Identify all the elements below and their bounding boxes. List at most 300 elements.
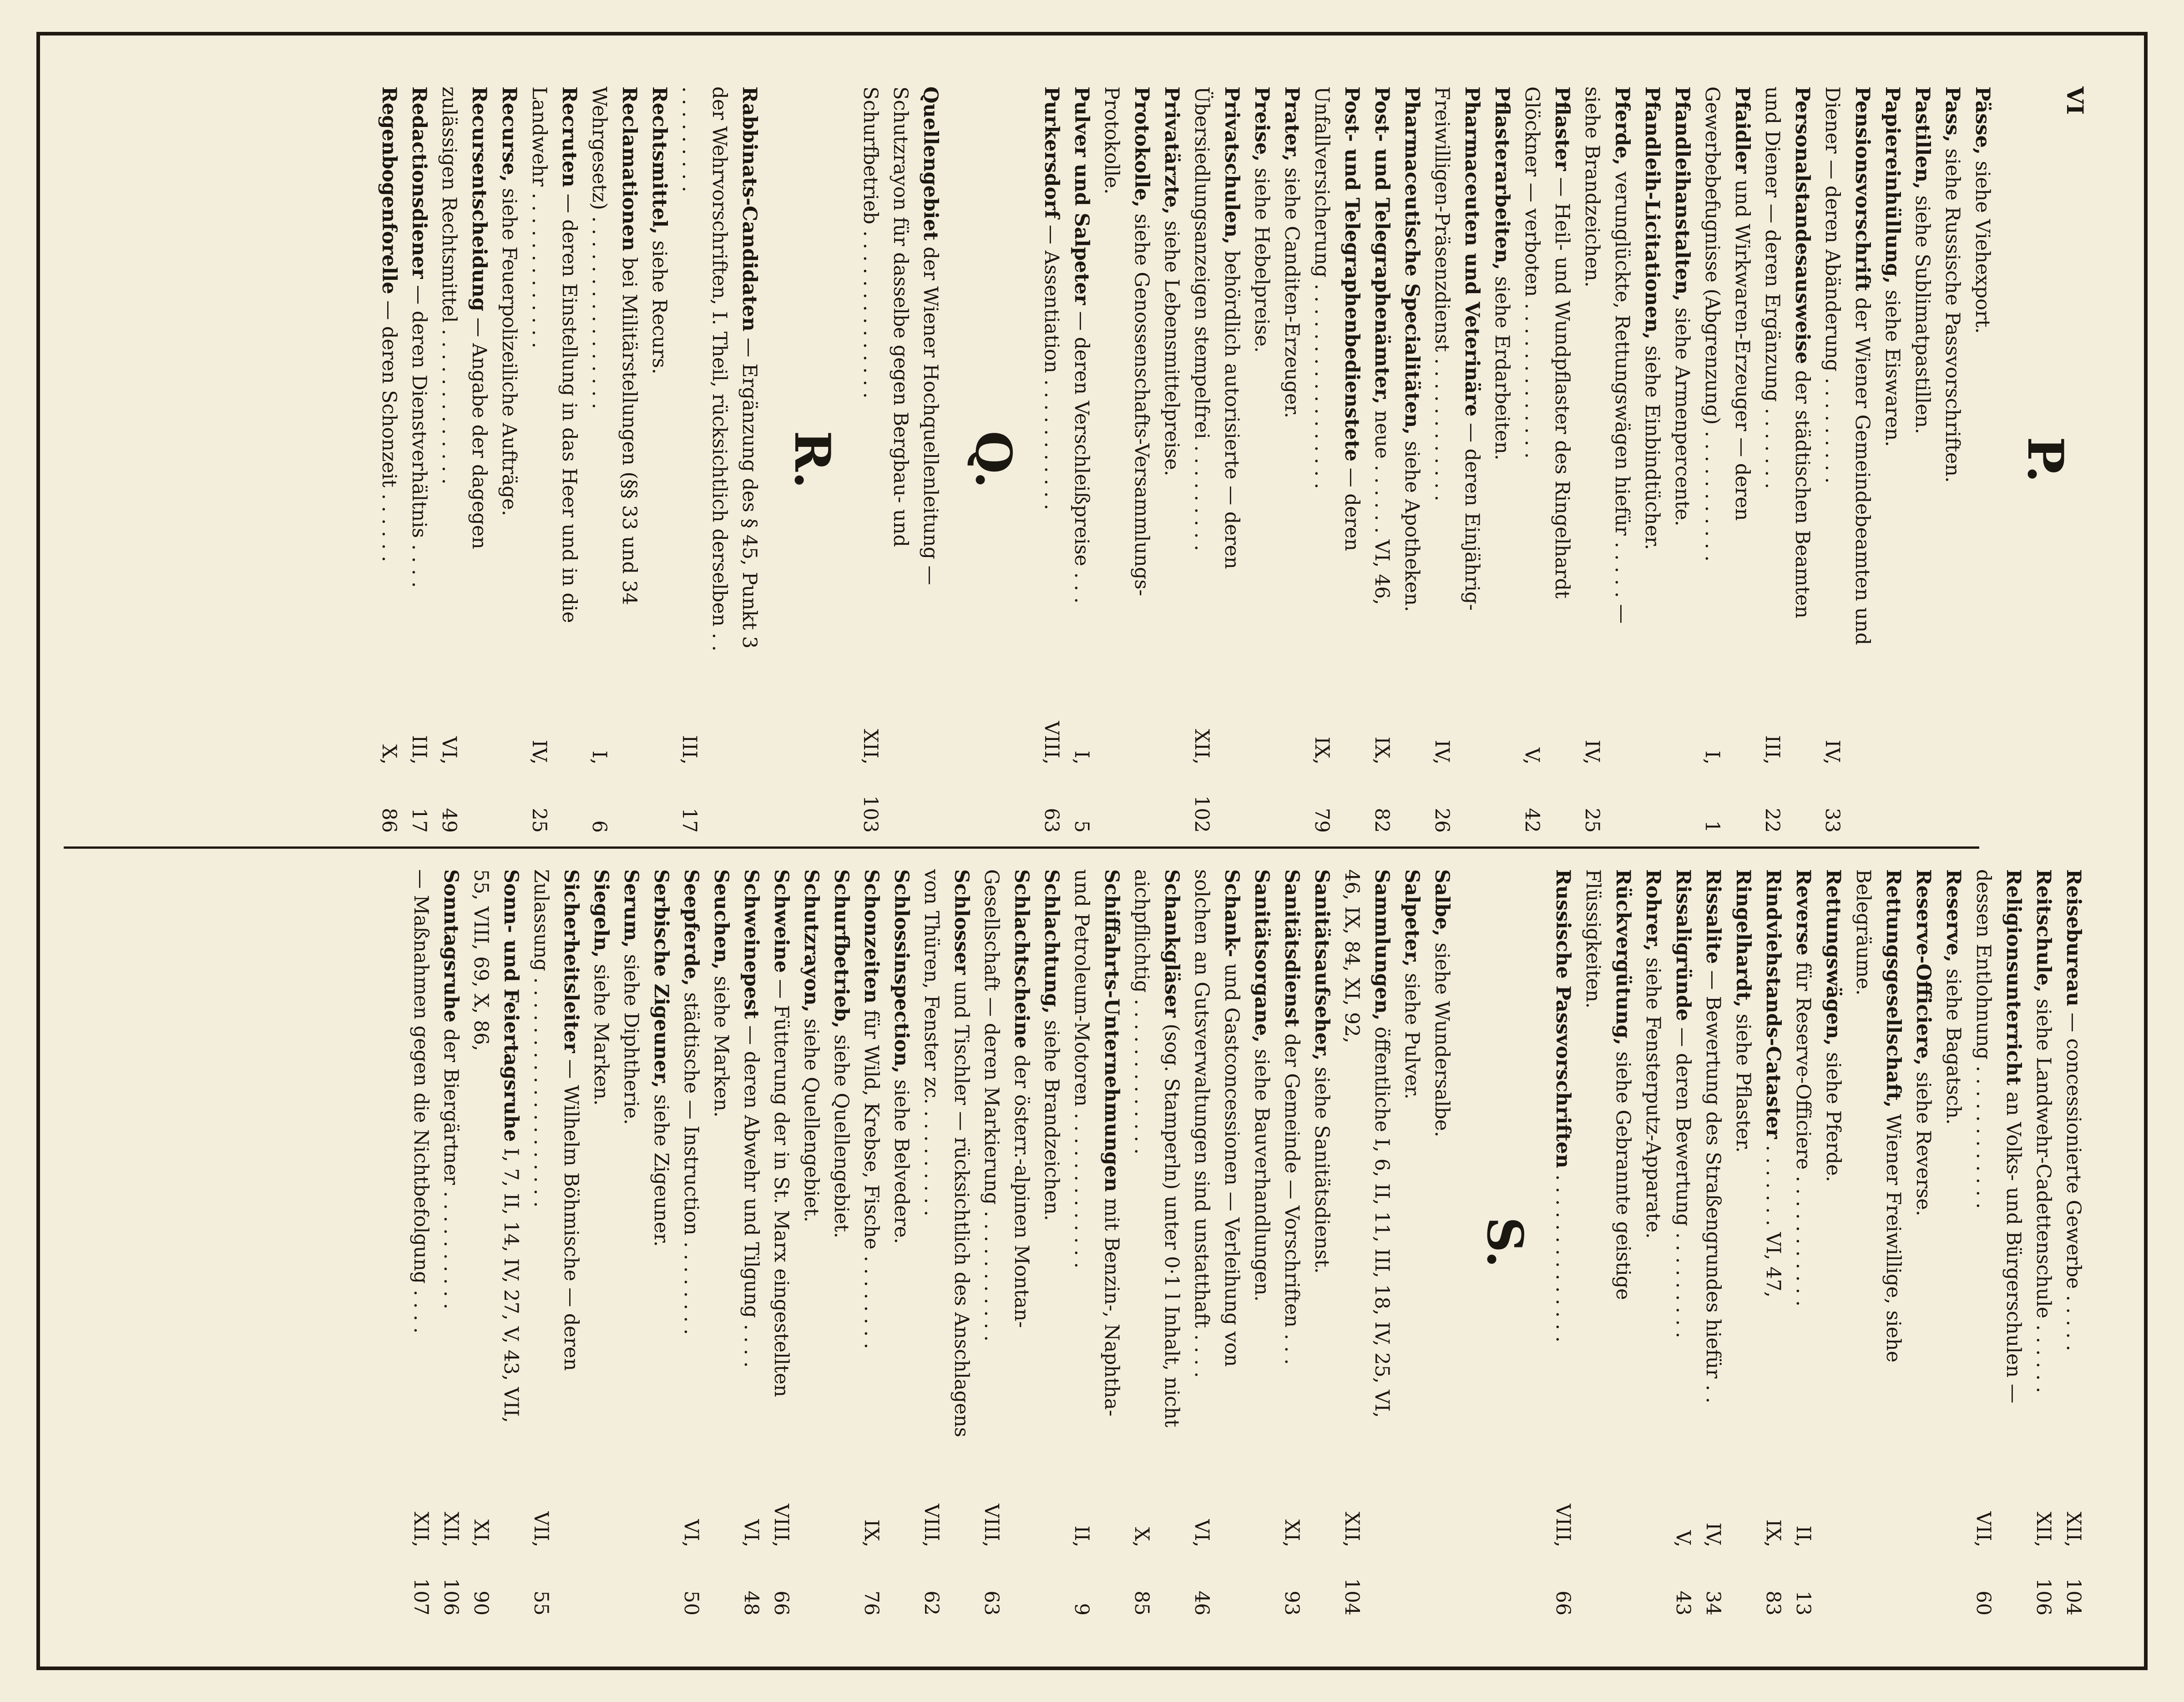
index-entry bbox=[1517, 86, 1577, 833]
entry-volume: V, bbox=[1672, 1530, 1694, 1547]
index-entry bbox=[1157, 86, 1187, 833]
index-entry bbox=[1578, 869, 1638, 1616]
entry-volume: VI, bbox=[740, 1519, 763, 1547]
entry-reference bbox=[855, 660, 885, 833]
entry-text: — Heil- und Wundpflaster des Ringelhardt Glöckner — verboten . . . . . . . . . . . . . bbox=[1521, 86, 1573, 599]
entry-reference bbox=[856, 1443, 886, 1616]
entry-volume: VIII, bbox=[980, 1504, 1003, 1547]
entry-text: siehe Armenpercente. bbox=[1671, 307, 1694, 527]
entry-page: 22 bbox=[1761, 808, 1784, 833]
entry-volume: XII, bbox=[410, 1511, 432, 1547]
entry-page: 60 bbox=[1972, 1591, 1995, 1616]
page-number: VI bbox=[2062, 86, 2088, 115]
entry-text: — deren Dienstverhältnis . . . . bbox=[408, 285, 430, 588]
index-entry bbox=[766, 869, 796, 1616]
index-entry bbox=[1668, 869, 1698, 1616]
entry-term: Reisebureau bbox=[2062, 869, 2085, 1007]
entry-page: 50 bbox=[680, 1591, 703, 1616]
entry-reference bbox=[1577, 660, 1607, 833]
entry-term: Sonntagsruhe bbox=[440, 869, 462, 1023]
entry-page: 34 bbox=[1702, 1591, 1724, 1616]
entry-text: siehe Erdarbeiten. bbox=[1491, 276, 1513, 461]
index-entry bbox=[1337, 869, 1397, 1616]
index-entry bbox=[1697, 86, 1757, 833]
entry-term: Protokolle, bbox=[1130, 86, 1153, 208]
entry-term: Rissaligründe bbox=[1672, 869, 1694, 1021]
index-entry bbox=[976, 869, 1036, 1616]
entry-volume: VII, bbox=[1972, 1511, 1995, 1547]
entry-reference bbox=[1127, 1443, 1157, 1616]
index-entry bbox=[916, 869, 976, 1616]
index-entry bbox=[1487, 86, 1517, 833]
entry-term: Sicherheitsleiter bbox=[560, 869, 582, 1053]
entry-text: — deren Verschleißpreise . . . bbox=[1070, 311, 1093, 604]
entry-term: Schlosser bbox=[950, 869, 973, 975]
entry-page: 9 bbox=[1070, 1603, 1093, 1616]
entry-text: siehe Zigeuner. bbox=[650, 1094, 672, 1247]
entry-page: 66 bbox=[770, 1591, 793, 1616]
index-entry bbox=[1968, 869, 2028, 1616]
entry-term: Schankgläser bbox=[1160, 869, 1183, 1018]
entry-volume: XII, bbox=[1340, 1511, 1363, 1547]
entry-volume: II, bbox=[1792, 1525, 1815, 1547]
entry-text: siehe Pflaster. bbox=[1732, 1013, 1754, 1153]
entry-volume: IV, bbox=[1581, 740, 1603, 765]
entry-volume: VIII, bbox=[770, 1504, 793, 1547]
entry-page: 26 bbox=[1431, 808, 1453, 833]
index-entry bbox=[1127, 869, 1187, 1616]
entry-text: siehe Fensterputz-Apparate. bbox=[1642, 957, 1664, 1239]
entry-page: 107 bbox=[410, 1578, 432, 1616]
entry-term: Pflaster bbox=[1551, 86, 1573, 171]
index-entry bbox=[1548, 869, 1578, 1616]
entry-text: siehe Landwehr-Cadettenschule . . . . . . bbox=[2032, 998, 2055, 1393]
index-entry bbox=[526, 869, 586, 1616]
entry-page: 13 bbox=[1792, 1591, 1815, 1616]
entry-term: Regenbogenforelle bbox=[378, 86, 400, 294]
entry-term: Post- und Telegraphenbedienstete bbox=[1340, 86, 1363, 462]
rotated-index-page bbox=[41, 68, 2116, 1634]
index-entry bbox=[1067, 86, 1097, 833]
entry-text: siehe Bauverhandlungen. bbox=[1250, 1049, 1273, 1302]
entry-text: siehe Russische Passvorschriften. bbox=[1941, 148, 1964, 483]
entry-text: — deren Einstellung in das Heer und in die Landwehr . . . . . . . . . . . . . bbox=[528, 86, 581, 623]
entry-volume: X, bbox=[378, 744, 400, 765]
entry-term: Personalstandesausweise bbox=[1791, 86, 1814, 364]
index-entry bbox=[1698, 869, 1728, 1616]
entry-text: für Wild, Krebse, Fische . . . . . . . . bbox=[860, 1009, 883, 1349]
entry-volume: XII, bbox=[2062, 1511, 2085, 1547]
entry-term: Reclamationen bbox=[618, 86, 641, 251]
entry-text: der Wiener Gemeindebeamten und Diener — deren Abänderung . . . . . . . . . bbox=[1821, 86, 1874, 645]
entry-volume: VIII, bbox=[1552, 1504, 1574, 1547]
entry-reference bbox=[1817, 660, 1847, 833]
entry-page: 62 bbox=[920, 1591, 943, 1616]
entry-reference bbox=[436, 1443, 466, 1616]
entry-text: Wiener Freiwillige, siehe Belegräume. bbox=[1852, 869, 1905, 1363]
entry-volume: IX, bbox=[1370, 736, 1393, 765]
entry-reference bbox=[1187, 1443, 1217, 1616]
entry-text: siehe Wundersalbe. bbox=[1431, 942, 1453, 1137]
index-entry bbox=[1036, 86, 1067, 833]
entry-reference bbox=[1788, 1443, 1818, 1616]
entry-reference bbox=[676, 1443, 706, 1616]
entry-reference bbox=[434, 660, 464, 833]
section-letter: Q. bbox=[965, 431, 1022, 489]
entry-term: Reitschule, bbox=[2032, 869, 2055, 993]
index-entry bbox=[466, 869, 526, 1616]
entry-term: Schank- bbox=[1220, 869, 1243, 957]
entry-volume: VI, bbox=[438, 736, 460, 765]
entry-reference bbox=[526, 1443, 556, 1616]
entry-text: — deren Schonzeit . . . . . . bbox=[378, 300, 400, 562]
entry-text: siehe Genossenschafts-Versammlungs-Protokolle. bbox=[1100, 86, 1153, 596]
index-entry bbox=[1067, 869, 1127, 1616]
entry-term: Sanitätsorgane, bbox=[1250, 869, 1273, 1043]
index-entry bbox=[1877, 86, 1907, 833]
entry-page: 55 bbox=[530, 1591, 552, 1616]
entry-text: siehe Belvedere. bbox=[890, 1079, 913, 1244]
index-entry bbox=[674, 86, 764, 833]
entry-text: . . . . . . . . . . . . . . bbox=[1552, 1174, 1574, 1342]
index-entry bbox=[1277, 869, 1307, 1616]
entry-volume: I, bbox=[1070, 750, 1093, 765]
entry-term: Recruten bbox=[558, 86, 581, 187]
entry-text: siehe Sublimatpastillen. bbox=[1911, 195, 1934, 434]
entry-text: — Assentiation . . . . . . . . . . . bbox=[1040, 224, 1063, 510]
entry-term: Pfandleihanstalten, bbox=[1671, 86, 1694, 302]
entry-text: der Gemeinde — Vorschriften . . . bbox=[1280, 1033, 1303, 1365]
index-entry bbox=[1307, 86, 1367, 833]
entry-volume: X, bbox=[1130, 1527, 1153, 1547]
entry-reference bbox=[1697, 660, 1727, 833]
entry-text: siehe Pulver. bbox=[1400, 973, 1423, 1099]
entry-page: 33 bbox=[1821, 808, 1844, 833]
entry-term: Pfandleih-Licitationen, bbox=[1641, 86, 1663, 339]
entry-volume: VII, bbox=[530, 1511, 552, 1547]
entry-text: siehe Gebrannte geistige Flüssigkeiten. bbox=[1582, 869, 1634, 1300]
entry-reference bbox=[1277, 1443, 1307, 1616]
entry-text: siehe Marken. bbox=[710, 976, 733, 1118]
entry-reference bbox=[1187, 660, 1217, 833]
index-entry bbox=[1187, 869, 1247, 1616]
entry-term: Post- und Telegraphenämter, bbox=[1370, 86, 1393, 405]
entry-text: siehe Quellengebiet. bbox=[830, 1034, 853, 1239]
entry-text: mit Benzin-, Naphtha- und Petroleum-Motoren . . . . . . . . . . . . . bbox=[1070, 869, 1123, 1417]
index-entry bbox=[374, 86, 404, 833]
entry-volume: III, bbox=[678, 735, 701, 765]
entry-term: Rückvergütung, bbox=[1612, 869, 1634, 1045]
entry-text: siehe Quellengebiet. bbox=[800, 1018, 823, 1222]
entry-text: . . . . . . . VI, 47, bbox=[1762, 1145, 1785, 1298]
entry-volume: VIII, bbox=[1040, 721, 1063, 765]
entry-text: der Wiener Hochquellenleitung — Schutzrayon für dasselbe gegen Bergbau- und Schurfbetrieb . . . . . . . . . . . . . . bbox=[859, 86, 942, 585]
entry-page: 76 bbox=[860, 1591, 883, 1616]
entry-text: — Fütterung der in St. Marx eingestellten bbox=[770, 979, 793, 1397]
entry-reference bbox=[1337, 1443, 1367, 1616]
entry-volume: V, bbox=[1521, 747, 1543, 765]
entry-text: — deren Bewertung . . . . . . . . . bbox=[1672, 1027, 1694, 1338]
entry-volume: I, bbox=[1701, 750, 1724, 765]
entry-reference bbox=[736, 1443, 766, 1616]
column-divider bbox=[64, 846, 1979, 849]
index-entry bbox=[1817, 86, 1877, 833]
entry-text: — deren Einjährig-Freiwilligen-Präsenzdienst . . . . . . . . . . . . bbox=[1431, 86, 1483, 611]
index-entry bbox=[676, 869, 706, 1616]
entry-reference bbox=[1367, 660, 1397, 833]
entry-text: und Wirkwaren-Erzeuger — deren Gewerbebefugnisse (Abgrenzung) . . . . . . . . . . . bbox=[1701, 86, 1754, 562]
left-column bbox=[374, 86, 2088, 833]
entry-text: siehe Apotheken. bbox=[1400, 441, 1423, 612]
entry-term: Salbe, bbox=[1431, 869, 1453, 937]
index-entry bbox=[1637, 86, 1667, 833]
entry-term: Rindviehstands-Cataster bbox=[1762, 869, 1785, 1139]
entry-term: Serum, bbox=[620, 869, 642, 948]
entry-page: 46 bbox=[1190, 1591, 1213, 1616]
entry-reference bbox=[2058, 1443, 2088, 1616]
index-entry bbox=[1638, 869, 1668, 1616]
entry-volume: III, bbox=[1761, 735, 1784, 765]
entry-text: siehe Viehexport. bbox=[1971, 161, 1994, 334]
entry-term: Rissalite bbox=[1702, 869, 1724, 964]
entry-term: Privatärzte, bbox=[1160, 86, 1183, 215]
index-entry bbox=[855, 86, 945, 833]
index-entry bbox=[886, 869, 916, 1616]
index-entry bbox=[1577, 86, 1637, 833]
entry-page: 93 bbox=[1280, 1591, 1303, 1616]
entry-term: Pharmaceutische Specialitäten, bbox=[1400, 86, 1423, 435]
entry-page: 6 bbox=[588, 820, 611, 833]
entry-text: siehe Recurs. bbox=[648, 240, 671, 375]
index-entry bbox=[1818, 869, 1848, 1616]
entry-text: siehe Reverse. bbox=[1912, 1072, 1935, 1216]
section-letter: P. bbox=[2017, 436, 2074, 483]
entry-reference bbox=[406, 1443, 436, 1616]
entry-volume: VI, bbox=[680, 1519, 703, 1547]
entry-reference bbox=[766, 1443, 796, 1616]
section-letter: R. bbox=[784, 431, 841, 489]
index-entry bbox=[1277, 86, 1307, 833]
entry-volume: XII, bbox=[2032, 1511, 2055, 1547]
entry-term: Pass, bbox=[1941, 86, 1964, 142]
entry-text: — Bewertung des Straßengrundes hiefür . . bbox=[1702, 970, 1724, 1403]
entry-text: I, 7, II, 14, IV, 27, V, 43, VII, 55, VIII, 69, X, 86, bbox=[470, 869, 522, 1423]
entry-term: Pfaidler bbox=[1731, 86, 1754, 174]
index-entry bbox=[1367, 86, 1397, 833]
index-entry bbox=[1036, 869, 1067, 1616]
entry-term: Pässe, bbox=[1971, 86, 1994, 155]
index-entry bbox=[1307, 869, 1337, 1616]
entry-text: neue . . . . . . VI, 46, bbox=[1370, 410, 1393, 605]
entry-term: Schlachtung, bbox=[1040, 869, 1063, 1014]
entry-text: — Ergänzung des § 45, Punkt 3 der Wehrvorschriften, I. Theil, rücksichtlich derselben . . . . . . . . . . . bbox=[678, 86, 761, 652]
entry-reference bbox=[1036, 660, 1067, 833]
index-entry bbox=[1397, 869, 1427, 1616]
entry-text: an Volks- und Bürgerschulen — dessen Entlohnung . . . . . . . . . . . . bbox=[1972, 869, 2025, 1403]
entry-text: — concessionierte Gewerbe . . . . . bbox=[2062, 1013, 2085, 1351]
entry-page: 102 bbox=[1190, 795, 1213, 833]
entry-volume: XI, bbox=[1280, 1519, 1303, 1547]
entry-text: und Tischler — rücksichtlich des Anschlagens von Thüren, Fenster zc. . . . . . . . . . bbox=[920, 869, 973, 1438]
entry-volume: IX, bbox=[1310, 736, 1333, 765]
entry-page: 83 bbox=[1762, 1591, 1785, 1616]
entry-term: Pflasterarbeiten, bbox=[1491, 86, 1513, 270]
entry-term: Privatschulen, bbox=[1220, 86, 1243, 244]
entry-reference bbox=[1758, 1443, 1788, 1616]
index-entry bbox=[736, 869, 766, 1616]
entry-reference bbox=[584, 660, 614, 833]
entry-page: 103 bbox=[859, 795, 882, 833]
entry-volume: XII, bbox=[859, 729, 882, 765]
entry-text: siehe Canditen-Erzeuger. bbox=[1280, 167, 1303, 418]
entry-text: siehe Eiswaren. bbox=[1881, 289, 1904, 447]
index-entry bbox=[1967, 86, 1997, 833]
entry-term: Schiffahrts-Unternehmungen bbox=[1100, 869, 1123, 1192]
entry-volume: IV, bbox=[1821, 740, 1844, 765]
index-entry bbox=[1938, 869, 1968, 1616]
entry-text: öffentliche I, 6, II, 11, III, 18, IV, 25, VI, 46, IX, 84, XI, 92, bbox=[1340, 869, 1393, 1418]
entry-term: Rettungsgesellschaft, bbox=[1882, 869, 1905, 1108]
index-entry bbox=[706, 869, 736, 1616]
entry-term: Schweinepest bbox=[740, 869, 763, 1019]
entry-volume: IV, bbox=[1702, 1522, 1724, 1547]
entry-text: verunglückte, Rettungswägen hiefür . . . . . — siehe Brandzeichen. bbox=[1581, 86, 1633, 624]
entry-page: 86 bbox=[378, 808, 400, 833]
entry-volume: XII, bbox=[440, 1511, 462, 1547]
entry-reference bbox=[404, 660, 434, 833]
entry-term: Papiereinhüllung, bbox=[1881, 86, 1904, 284]
entry-reference bbox=[1067, 1443, 1097, 1616]
entry-reference bbox=[1668, 1443, 1698, 1616]
index-entry bbox=[404, 86, 434, 833]
entry-term: Schlossinspection, bbox=[890, 869, 913, 1074]
entry-term: Pharmaceuten und Veterinäre bbox=[1461, 86, 1483, 417]
entry-term: Reserve, bbox=[1942, 869, 1965, 962]
entry-volume: XII, bbox=[1190, 729, 1213, 765]
entry-volume: XI, bbox=[470, 1519, 492, 1547]
index-entry bbox=[1848, 869, 1908, 1616]
entry-page: 106 bbox=[2032, 1578, 2055, 1616]
entry-term: Recurse, bbox=[498, 86, 521, 182]
entry-volume: VI, bbox=[1190, 1519, 1213, 1547]
entry-page: 106 bbox=[440, 1578, 462, 1616]
index-entry bbox=[1247, 86, 1277, 833]
entry-term: Schlachtscheine bbox=[1010, 869, 1033, 1049]
entry-reference bbox=[1548, 1443, 1578, 1616]
entry-text: städtische — Instruction . . . . . . . . bbox=[680, 992, 703, 1335]
entry-reference bbox=[1698, 1443, 1728, 1616]
index-entry bbox=[524, 86, 584, 833]
entry-page: 63 bbox=[980, 1591, 1003, 1616]
entry-page: 79 bbox=[1310, 808, 1333, 833]
index-entry bbox=[1397, 86, 1427, 833]
entry-text: der österr.-alpinen Montan-Gesellschaft — deren Markierung . . . . . . . . . . . bbox=[980, 869, 1033, 1342]
entry-volume: I, bbox=[588, 750, 611, 765]
entry-text: für Reserve-Officiere . . . . . . . . . . . bbox=[1792, 962, 1815, 1307]
entry-reference bbox=[976, 1443, 1006, 1616]
entry-term: Sanitätsaufseher, bbox=[1310, 869, 1333, 1061]
entry-text: — Maßnahmen gegen die Nichtbefolgung . . . . bbox=[410, 869, 432, 1334]
entry-page: 49 bbox=[438, 808, 460, 833]
index-entry bbox=[434, 86, 494, 833]
index-entry bbox=[1937, 86, 1967, 833]
entry-page: 82 bbox=[1370, 808, 1393, 833]
entry-term: Quellengebiet bbox=[919, 86, 942, 241]
index-entry bbox=[1907, 86, 1937, 833]
entry-term: Serbische Zigeuner, bbox=[650, 869, 672, 1088]
entry-reference bbox=[1968, 1443, 1998, 1616]
index-entry bbox=[644, 86, 674, 833]
entry-text: siehe Diphtherie. bbox=[620, 954, 642, 1125]
entry-term: Sanitätsdienst bbox=[1280, 869, 1303, 1028]
entry-term: Pferde, bbox=[1611, 86, 1633, 166]
entry-text: — deren Unfallversicherung . . . . . . . . . . . . . . . . . bbox=[1310, 86, 1363, 552]
index-entry bbox=[1097, 86, 1157, 833]
entry-page: 48 bbox=[740, 1591, 763, 1616]
entry-reference bbox=[1427, 660, 1457, 833]
index-entry bbox=[1757, 86, 1817, 833]
index-entry bbox=[646, 869, 676, 1616]
entry-term: Prater, bbox=[1280, 86, 1303, 162]
entry-reference bbox=[1517, 660, 1547, 833]
entry-term: Russische Passvorschriften bbox=[1552, 869, 1574, 1169]
entry-term: Ringelhardt, bbox=[1732, 869, 1754, 1008]
entry-page: 43 bbox=[1672, 1591, 1694, 1616]
entry-term: Schweine bbox=[770, 869, 793, 973]
entry-term: Salpeter, bbox=[1400, 869, 1423, 967]
entry-text: siehe Hebelpreise. bbox=[1250, 167, 1273, 353]
entry-reference bbox=[1757, 660, 1787, 833]
entry-term: Schutzrayon, bbox=[800, 869, 823, 1013]
entry-term: Seuchen, bbox=[710, 869, 733, 970]
entry-term: Recursentscheidung bbox=[468, 86, 490, 311]
entry-term: Pulver und Salpeter bbox=[1070, 86, 1093, 305]
index-entry bbox=[406, 869, 436, 1616]
entry-volume: III, bbox=[408, 735, 430, 765]
entry-term: Sammlungen, bbox=[1370, 869, 1393, 1021]
entry-term: Reverse bbox=[1792, 869, 1815, 956]
entry-text: der städtischen Beamten und Diener — deren Ergänzung . . . . . . . bbox=[1761, 86, 1814, 618]
index-entry bbox=[826, 869, 856, 1616]
entry-reference bbox=[374, 660, 404, 833]
entry-text: siehe Lebensmittelpreise. bbox=[1160, 220, 1183, 476]
entry-term: Redactionsdiener bbox=[408, 86, 430, 279]
entry-text: siehe Bagatsch. bbox=[1942, 968, 1965, 1125]
entry-term: Pensionsvorschrift bbox=[1851, 86, 1874, 291]
entry-page: 104 bbox=[2062, 1578, 2085, 1616]
entry-text: behördlich autorisierte — deren Übersiedlungsanzeigen stempelfrei . . . . . . . . . bbox=[1190, 86, 1243, 569]
entry-page: 25 bbox=[528, 808, 551, 833]
entry-text: und Gastconcessionen — Verleihung von solchen an Gutsverwaltungen sind unstatthaft . . . . bbox=[1190, 869, 1243, 1378]
entry-volume: IX, bbox=[1762, 1519, 1785, 1547]
entry-text: (sog. Stamperln) unter 0·1 l Inhalt, nicht aichpflichtig . . . . . . . . . . . . . bbox=[1130, 869, 1183, 1428]
index-entry bbox=[586, 869, 616, 1616]
entry-term: Schonzeiten bbox=[860, 869, 883, 1004]
entry-volume: IV, bbox=[1431, 740, 1453, 765]
entry-page: 17 bbox=[408, 808, 430, 833]
index-entry bbox=[1788, 869, 1818, 1616]
index-entry bbox=[616, 869, 646, 1616]
entry-term: Rechtsmittel, bbox=[648, 86, 671, 234]
entry-reference bbox=[2028, 1443, 2058, 1616]
index-entry bbox=[1427, 86, 1487, 833]
index-entry bbox=[1187, 86, 1247, 833]
index-entry bbox=[2028, 869, 2058, 1616]
entry-volume: VIII, bbox=[920, 1504, 943, 1547]
entry-text: siehe Pferde. bbox=[1822, 1052, 1845, 1182]
entry-text: siehe Marken. bbox=[590, 964, 612, 1106]
entry-page: 17 bbox=[678, 808, 701, 833]
